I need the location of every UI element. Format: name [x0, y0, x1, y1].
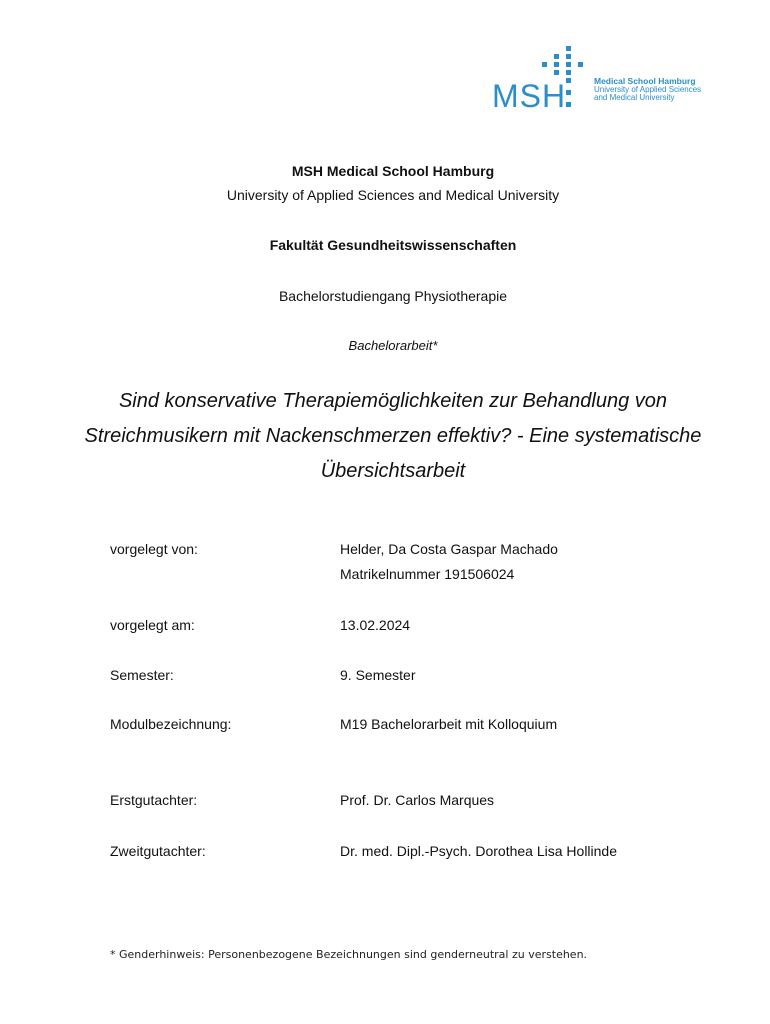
module-label: Modulbezeichnung: — [110, 716, 232, 732]
semester-value: 9. Semester — [340, 667, 416, 683]
msh-logo — [492, 44, 706, 116]
module-value: M19 Bachelorarbeit mit Kolloquium — [340, 716, 558, 732]
submission-date: 13.02.2024 — [340, 617, 411, 633]
document-type: Bachelorarbeit* — [348, 338, 438, 353]
gender-footnote: * Genderhinweis: Personenbezogene Bezeichnungen sind genderneutral zu verstehen. — [110, 948, 588, 961]
university-subtitle: University of Applied Sciences and Medical University — [226, 187, 560, 203]
second-reviewer-name: Dr. med. Dipl.-Psych. Dorothea Lisa Hollinde — [340, 843, 618, 859]
logo-abbreviation: MSH — [492, 78, 567, 114]
first-reviewer-label: Erstgutachter: — [110, 792, 198, 808]
logo-subtitle-2: and Medical University — [594, 93, 675, 103]
author-name: Helder, Da Costa Gaspar Machado — [340, 541, 558, 557]
thesis-title: Sind konservative Therapiemöglichkeiten zur Behandlung von Streichmusikern mit Nackenschmerzen effektiv? - Eine systematische Übersichtsarbeit — [84, 390, 702, 482]
submitted-on-label: vorgelegt am: — [110, 617, 195, 633]
submitted-by-label: vorgelegt von: — [110, 541, 198, 557]
study-program: Bachelorstudiengang Physiotherapie — [278, 288, 508, 304]
second-reviewer-label: Zweitgutachter: — [110, 843, 206, 859]
logo-name: Medical School Hamburg — [594, 76, 696, 86]
semester-label: Semester: — [110, 667, 174, 683]
first-reviewer-name: Prof. Dr. Carlos Marques — [340, 792, 495, 808]
faculty: Fakultät Gesundheitswissenschaften — [269, 237, 517, 253]
logo-text — [594, 77, 701, 103]
logo-subtitle-1: University of Applied Sciences — [594, 84, 702, 94]
matriculation-number: Matrikelnummer 191506024 — [340, 566, 515, 582]
university-name: MSH Medical School Hamburg — [291, 163, 495, 179]
